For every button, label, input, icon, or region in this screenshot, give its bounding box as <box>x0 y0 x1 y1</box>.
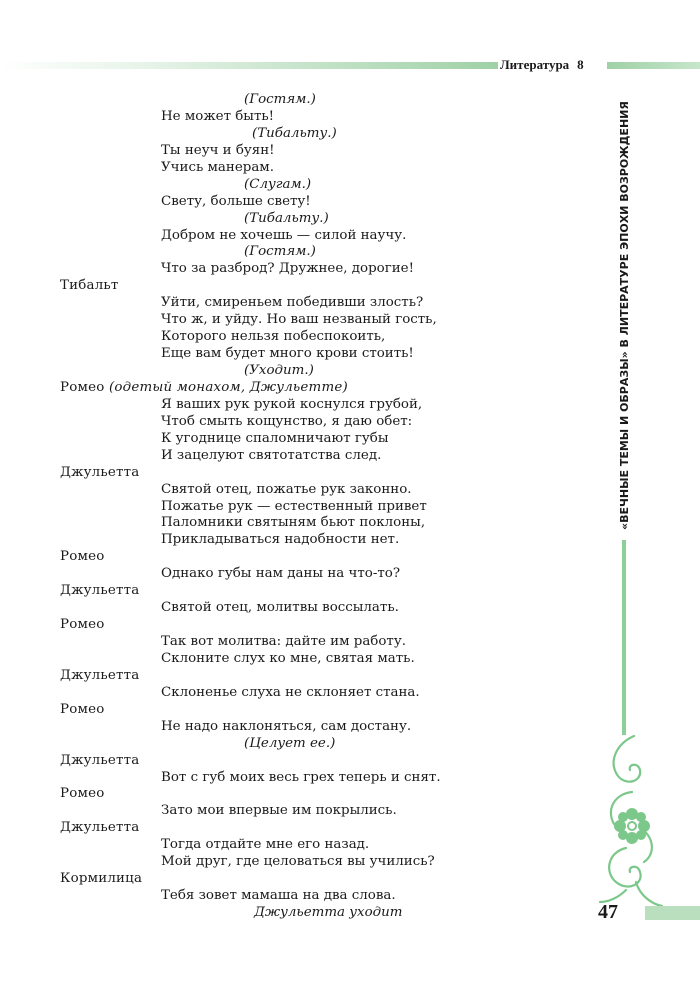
speech-line: Не надо наклоняться, сам достану. <box>161 718 412 734</box>
subject-title: Литература <box>500 57 570 72</box>
section-side-title: «ВЕЧНЫЕ ТЕМЫ И ОБРАЗЫ» В ЛИТЕРАТУРЕ ЭПОХИ ВОЗРОЖДЕНИЯ <box>618 101 631 530</box>
speaker-name: Ромео (одетый монахом, Джульетте) <box>60 379 348 395</box>
running-header <box>500 55 584 75</box>
speech-line: И зацелуют святотатства след. <box>161 447 382 463</box>
stage-direction: (Тибальту.) <box>252 125 337 141</box>
stage-direction: (Гостям.) <box>244 92 316 107</box>
speech-line: Что за разброд? Дружнее, дорогие! <box>161 261 414 277</box>
speech-line: Тогда отдайте мне его назад. <box>161 837 370 853</box>
speech-line: Ты неуч и буян! <box>161 142 275 158</box>
speaker-name: Тибальт <box>60 278 119 294</box>
stage-direction: (Тибальту.) <box>244 210 329 226</box>
speaker-direction: (одетый монахом, Джульетте) <box>108 379 348 395</box>
page-number: 47 <box>598 901 618 923</box>
speech-line: Однако губы нам даны на что-то? <box>161 566 400 582</box>
speech-line: Паломники святыням бьют поклоны, <box>161 515 426 531</box>
speech-line: Добром не хочешь — силой научу. <box>161 227 407 243</box>
grade-number: 8 <box>577 57 584 72</box>
speaker-name: Ромео <box>60 701 105 717</box>
speech-line: Уйти, смиреньем победивши злость? <box>161 295 424 311</box>
speech-line: Тебя зовет мамаша на два слова. <box>161 888 396 904</box>
speech-line: Я ваших рук рукой коснулся грубой, <box>161 396 423 412</box>
speaker-name: Ромео <box>60 786 105 802</box>
speech-line: Чтоб смыть кощунство, я даю обет: <box>161 413 413 429</box>
speech-line: Склоненье слуха не склоняет стана. <box>161 684 420 700</box>
stage-direction: (Гостям.) <box>244 244 316 260</box>
speech-line: Которого нельзя побеспокоить, <box>161 329 386 345</box>
speaker-name: Джульетта <box>60 820 140 836</box>
footer-rule <box>645 906 700 920</box>
speech-line: Что ж, и уйду. Но ваш незваный гость, <box>161 312 437 328</box>
speech-line: Еще вам будет много крови стоить! <box>161 346 414 362</box>
speaker-name: Джульетта <box>60 752 140 768</box>
stage-direction-exit: Джульетта уходит <box>254 905 403 920</box>
speech-line: Святой отец, молитвы воссылать. <box>161 600 399 616</box>
speaker-name: Ромео <box>60 549 105 565</box>
floral-ornament-icon <box>596 732 666 912</box>
speaker-name: Джульетта <box>60 583 140 599</box>
speech-line: Святой отец, пожатье рук законно. <box>161 481 412 497</box>
header-rule-left <box>0 62 498 69</box>
play-text <box>0 92 600 922</box>
speech-line: Вот с губ моих весь грех теперь и снят. <box>161 769 441 785</box>
speech-line: Зато мои впервые им покрылись. <box>161 803 397 819</box>
side-rule <box>622 540 626 735</box>
stage-direction: (Целует ее.) <box>244 735 336 751</box>
speech-line: Свету, больше свету! <box>161 193 311 209</box>
header-rule-right <box>607 62 700 69</box>
speech-line: Мой друг, где целоваться вы учились? <box>161 854 435 870</box>
speaker-name: Джульетта <box>60 667 140 683</box>
speech-line: К угоднице спаломничают губы <box>161 430 389 446</box>
speaker-name: Кормилица <box>60 871 143 887</box>
stage-direction: (Слугам.) <box>244 176 312 192</box>
stage-direction: (Уходит.) <box>244 363 314 378</box>
speech-line: Так вот молитва: дайте им работу. <box>161 634 406 649</box>
speech-line: Пожатье рук — естественный привет <box>161 498 427 514</box>
speech-line: Не может быть! <box>161 108 275 124</box>
speaker-name: Джульетта <box>60 464 140 480</box>
speech-line: Склоните слух ко мне, святая мать. <box>161 650 415 666</box>
speaker-name: Ромео <box>60 617 105 633</box>
speech-line: Учись манерам. <box>161 159 274 175</box>
speech-line: Прикладываться надобности нет. <box>161 532 400 548</box>
